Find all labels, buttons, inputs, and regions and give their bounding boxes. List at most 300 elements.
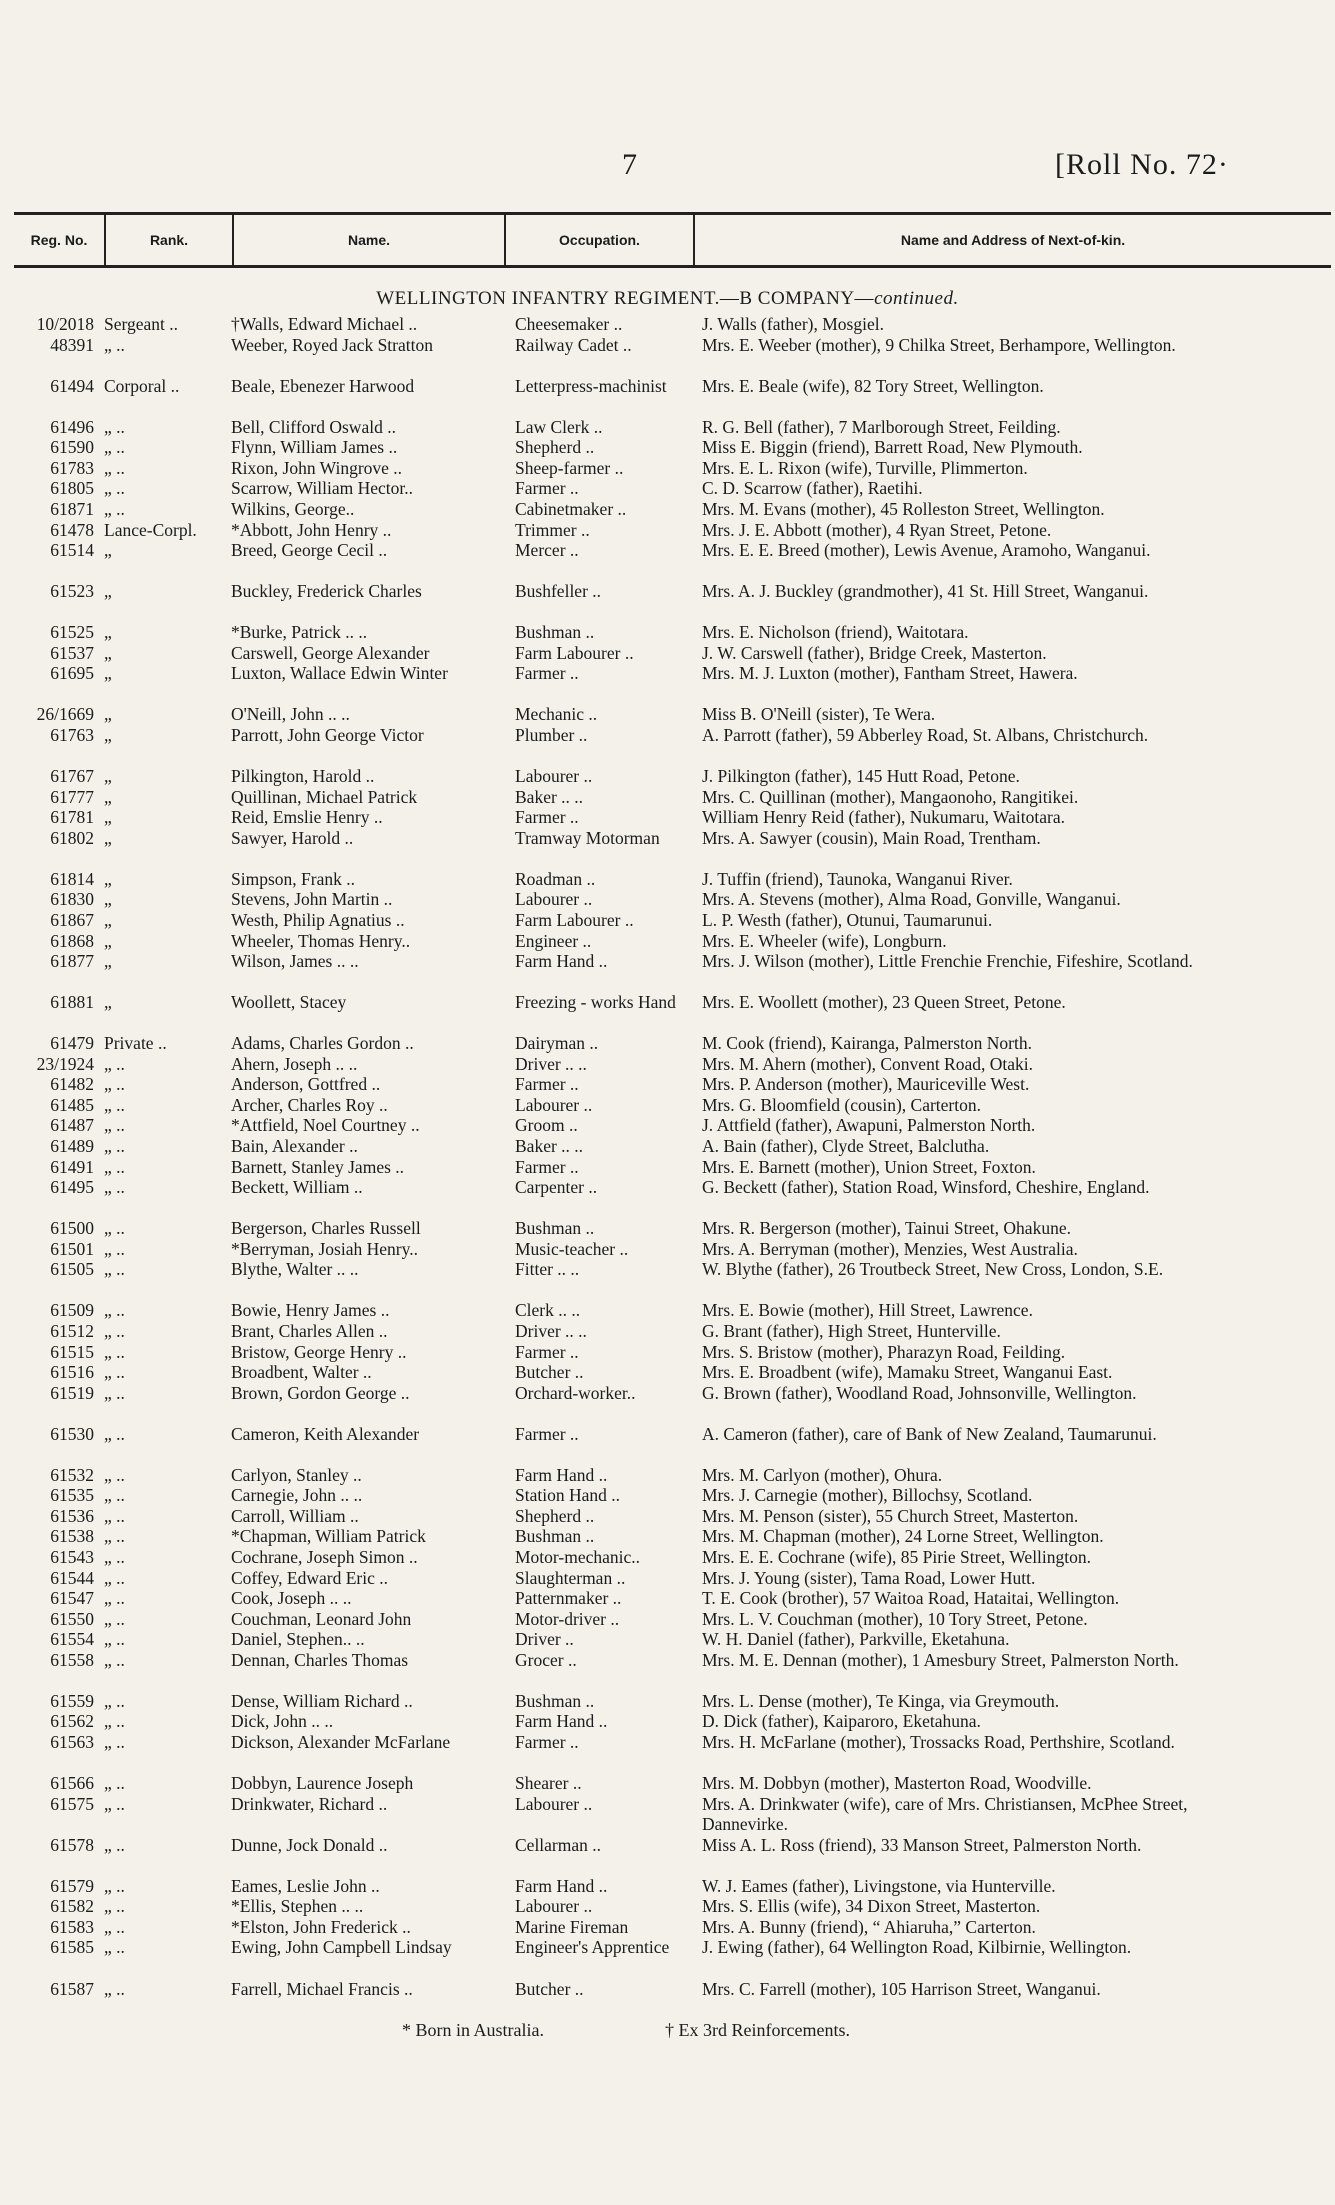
cell-rank: „ — [104, 622, 112, 643]
cell-name: *Ellis, Stephen .. .. — [231, 1896, 364, 1917]
cell-reg: 48391 — [50, 334, 94, 355]
cell-kin: Miss E. Biggin (friend), Barrett Road, New Plymouth. — [702, 437, 1083, 458]
cell-rank: „ — [104, 992, 112, 1013]
cell-rank: „ — [104, 704, 112, 725]
cell-name: Carroll, William .. — [231, 1505, 359, 1526]
cell-name: Pilkington, Harold .. — [231, 766, 375, 787]
cell-kin: W. J. Eames (father), Livingstone, via Hunterville. — [702, 1875, 1056, 1896]
cell-occ: Labourer .. — [515, 1896, 593, 1917]
cell-name: *Abbott, John Henry .. — [231, 519, 392, 540]
cell-reg: 61781 — [50, 807, 94, 828]
cell-kin: T. E. Cook (brother), 57 Waitoa Road, Hataitai, Wellington. — [702, 1588, 1120, 1609]
cell-reg: 61582 — [50, 1896, 94, 1917]
cell-name: †Walls, Edward Michael .. — [231, 314, 418, 334]
table-row — [0, 1629, 1335, 1650]
cell-name: O'Neill, John .. .. — [231, 704, 350, 725]
cell-name: Broadbent, Walter .. — [231, 1362, 372, 1383]
cell-name: Parrott, John George Victor — [231, 725, 424, 746]
cell-name: *Elston, John Frederick .. — [231, 1916, 411, 1937]
cell-name: Ahern, Joseph .. .. — [231, 1053, 358, 1074]
cell-kin: Mrs. C. Quillinan (mother), Mangaonoho, Rangitikei. — [702, 786, 1079, 807]
cell-name: Scarrow, William Hector.. — [231, 478, 414, 499]
cell-occ: Shepherd .. — [515, 437, 595, 458]
cell-reg: 61583 — [50, 1916, 94, 1937]
cell-reg: 61501 — [50, 1238, 94, 1259]
table-row — [0, 1568, 1335, 1589]
cell-occ: Farmer .. — [515, 1423, 579, 1444]
footnote-born-australia: * Born in Australia. — [402, 2020, 544, 2040]
cell-name: Carswell, George Alexander — [231, 642, 430, 663]
cell-reg: 61538 — [50, 1526, 94, 1547]
cell-occ: Marine Fireman — [515, 1916, 629, 1937]
cell-reg: 61494 — [50, 375, 94, 396]
cell-rank: „ .. — [104, 1793, 125, 1814]
cell-name: Dunne, Jock Donald .. — [231, 1834, 388, 1855]
cell-occ: Groom .. — [515, 1115, 578, 1136]
cell-kin: Mrs. J. Carnegie (mother), Billochsy, Scotland. — [702, 1485, 1033, 1506]
cell-occ: Farmer .. — [515, 807, 579, 828]
cell-kin: A. Bain (father), Clyde Street, Balclutha. — [702, 1136, 990, 1157]
cell-rank: „ .. — [104, 1834, 125, 1855]
cell-occ: Bushman .. — [515, 1690, 595, 1711]
cell-name: Westh, Philip Agnatius .. — [231, 909, 405, 930]
cell-rank: „ .. — [104, 1526, 125, 1547]
cell-kin: M. Cook (friend), Kairanga, Palmerston North. — [702, 1033, 1032, 1054]
cell-rank: „ .. — [104, 1485, 125, 1506]
roll-table — [0, 314, 1335, 1999]
cell-name: Adams, Charles Gordon .. — [231, 1033, 414, 1054]
table-row — [0, 520, 1335, 541]
table-row — [0, 766, 1335, 787]
cell-rank: „ .. — [104, 498, 125, 519]
page-number: 7 — [622, 148, 637, 181]
cell-occ: Music-teacher .. — [515, 1238, 629, 1259]
table-row — [0, 992, 1335, 1033]
cell-rank: „ .. — [104, 1505, 125, 1526]
table-row — [0, 458, 1335, 479]
cell-occ: Patternmaker .. — [515, 1588, 622, 1609]
cell-rank: „ .. — [104, 416, 125, 437]
cell-rank: Private .. — [104, 1033, 167, 1054]
cell-occ: Bushman .. — [515, 1526, 595, 1547]
table-row — [0, 1711, 1335, 1732]
cell-rank: „ .. — [104, 1916, 125, 1937]
cell-reg: 61805 — [50, 478, 94, 499]
cell-kin: Mrs. E. Barnett (mother), Union Street, Foxton. — [702, 1156, 1036, 1177]
cell-reg: 61881 — [50, 992, 94, 1013]
cell-name: Brant, Charles Allen .. — [231, 1320, 388, 1341]
cell-occ: Farmer .. — [515, 1731, 579, 1752]
cell-name: Wilson, James .. .. — [231, 951, 359, 972]
table-row — [0, 910, 1335, 931]
table-row — [0, 1095, 1335, 1116]
cell-rank: „ .. — [104, 478, 125, 499]
table-row — [0, 1794, 1335, 1835]
cell-kin: Mrs. A. J. Buckley (grandmother), 41 St. Hill Street, Wanganui. — [702, 581, 1149, 602]
cell-name: *Burke, Patrick .. .. — [231, 622, 368, 643]
cell-kin: J. Ewing (father), 64 Wellington Road, Kilbirnie, Wellington. — [702, 1937, 1132, 1958]
cell-kin: Mrs. E. E. Cochrane (wife), 85 Pirie Street, Wellington. — [702, 1547, 1092, 1568]
cell-occ: Law Clerk .. — [515, 416, 603, 437]
cell-rank: „ — [104, 766, 112, 787]
cell-rank: „ — [104, 642, 112, 663]
cell-reg: 61877 — [50, 951, 94, 972]
cell-occ: Farmer .. — [515, 663, 579, 684]
cell-name: Cochrane, Joseph Simon .. — [231, 1547, 418, 1568]
cell-reg: 61523 — [50, 581, 94, 602]
cell-kin: Mrs. E. Broadbent (wife), Mamaku Street, Wanganui East. — [702, 1362, 1113, 1383]
table-row — [0, 1773, 1335, 1794]
cell-rank: „ .. — [104, 1382, 125, 1403]
cell-name: Rixon, John Wingrove .. — [231, 457, 403, 478]
cell-name: Dick, John .. .. — [231, 1711, 334, 1732]
cell-reg: 61512 — [50, 1320, 94, 1341]
cell-reg: 61485 — [50, 1094, 94, 1115]
column-header-reg: Reg. No. — [30, 232, 88, 248]
table-row — [0, 622, 1335, 643]
table-row — [0, 499, 1335, 520]
cell-name: Bell, Clifford Oswald .. — [231, 416, 396, 437]
cell-kin: W. H. Daniel (father), Parkville, Eketahuna. — [702, 1629, 1010, 1650]
table-row — [0, 1259, 1335, 1300]
cell-name: Beale, Ebenezer Harwood — [231, 375, 415, 396]
cell-occ: Farmer .. — [515, 1156, 579, 1177]
cell-reg: 10/2018 — [36, 314, 94, 334]
cell-occ: Butcher .. — [515, 1978, 584, 1999]
table-row — [0, 1054, 1335, 1075]
table-row — [0, 1115, 1335, 1136]
cell-name: *Attfield, Noel Courtney .. — [231, 1115, 420, 1136]
cell-reg: 23/1924 — [36, 1053, 94, 1074]
cell-kin: Miss A. L. Ross (friend), 33 Manson Street, Palmerston North. — [702, 1834, 1142, 1855]
cell-rank: Lance-Corpl. — [104, 519, 197, 540]
cell-reg: 61830 — [50, 889, 94, 910]
cell-rank: „ .. — [104, 1300, 125, 1321]
cell-occ: Motor-mechanic.. — [515, 1547, 641, 1568]
cell-kin: G. Brant (father), High Street, Hunterville. — [702, 1320, 1001, 1341]
cell-reg: 61509 — [50, 1300, 94, 1321]
cell-rank: „ .. — [104, 1937, 125, 1958]
table-row — [0, 787, 1335, 808]
cell-kin: Mrs. M. E. Dennan (mother), 1 Amesbury Street, Palmerston North. — [702, 1649, 1179, 1670]
cell-occ: Clerk .. .. — [515, 1300, 581, 1321]
cell-occ: Sheep-farmer .. — [515, 457, 624, 478]
table-row — [0, 437, 1335, 458]
cell-occ: Letterpress-machinist — [515, 375, 667, 396]
cell-rank: „ — [104, 540, 112, 561]
column-header-name: Name. — [347, 232, 391, 248]
table-row — [0, 335, 1335, 376]
cell-rank: „ — [104, 909, 112, 930]
cell-kin: Mrs. E. Woollett (mother), 23 Queen Street, Petone. — [702, 992, 1066, 1013]
cell-reg: 61550 — [50, 1608, 94, 1629]
cell-name: Buckley, Frederick Charles — [231, 581, 422, 602]
cell-rank: „ .. — [104, 1362, 125, 1383]
cell-kin: W. Blythe (father), 26 Troutbeck Street, New Cross, London, S.E. — [702, 1259, 1164, 1280]
cell-rank: „ .. — [104, 1218, 125, 1239]
cell-reg: 61491 — [50, 1156, 94, 1177]
cell-kin: Mrs. M. Carlyon (mother), Ohura. — [702, 1464, 943, 1485]
cell-reg: 61587 — [50, 1978, 94, 1999]
cell-occ: Cabinetmaker .. — [515, 498, 627, 519]
cell-occ: Trimmer .. — [515, 519, 590, 540]
cell-name: Barnett, Stanley James .. — [231, 1156, 405, 1177]
cell-occ: Mercer .. — [515, 540, 579, 561]
cell-name: Bain, Alexander .. — [231, 1136, 358, 1157]
cell-kin: Miss B. O'Neill (sister), Te Wera. — [702, 704, 936, 725]
cell-rank: „ .. — [104, 1341, 125, 1362]
cell-occ: Bushfeller .. — [515, 581, 602, 602]
table-row — [0, 1876, 1335, 1897]
cell-kin: Mrs. R. Bergerson (mother), Tainui Street, Ohakune. — [702, 1218, 1071, 1239]
cell-occ: Slaughterman .. — [515, 1567, 626, 1588]
cell-kin: Mrs. J. E. Abbott (mother), 4 Ryan Street, Petone. — [702, 519, 1052, 540]
cell-occ: Plumber .. — [515, 725, 588, 746]
cell-name: Brown, Gordon George .. — [231, 1382, 410, 1403]
cell-reg: 61536 — [50, 1505, 94, 1526]
cell-name: Carlyon, Stanley .. — [231, 1464, 362, 1485]
table-row — [0, 1383, 1335, 1424]
table-row — [0, 1362, 1335, 1383]
cell-reg: 61554 — [50, 1629, 94, 1650]
cell-reg: 61558 — [50, 1649, 94, 1670]
cell-kin: D. Dick (father), Kaiparoro, Eketahuna. — [702, 1711, 981, 1732]
table-row — [0, 725, 1335, 766]
cell-rank: „ .. — [104, 1547, 125, 1568]
cell-rank: „ .. — [104, 1115, 125, 1136]
cell-reg: 61566 — [50, 1773, 94, 1794]
cell-occ: Station Hand .. — [515, 1485, 620, 1506]
table-row — [0, 1177, 1335, 1218]
cell-kin: Mrs. M. Dobbyn (mother), Masterton Road, Woodville. — [702, 1773, 1092, 1794]
cell-kin: Mrs. J. Wilson (mother), Little Frenchie Frenchie, Fifeshire, Scotland. — [702, 951, 1193, 972]
section-title-text: WELLINGTON INFANTRY REGIMENT.—B COMPANY— — [376, 288, 875, 309]
cell-rank: „ — [104, 786, 112, 807]
cell-kin: Mrs. P. Anderson (mother), Mauriceville West. — [702, 1074, 1030, 1095]
table-row — [0, 869, 1335, 890]
cell-kin: Mrs. C. Farrell (mother), 105 Harrison Street, Wanganui. — [702, 1978, 1101, 1999]
cell-rank: „ .. — [104, 1978, 125, 1999]
cell-name: Bristow, George Henry .. — [231, 1341, 407, 1362]
cell-occ: Farm Labourer .. — [515, 642, 634, 663]
table-row — [0, 1609, 1335, 1630]
cell-kin: Mrs. E. E. Breed (mother), Lewis Avenue, Aramoho, Wanganui. — [702, 540, 1151, 561]
cell-occ: Shearer .. — [515, 1773, 582, 1794]
table-row — [0, 417, 1335, 438]
cell-occ: Engineer .. — [515, 930, 592, 951]
cell-occ: Roadman .. — [515, 868, 596, 889]
table-row — [0, 1506, 1335, 1527]
cell-occ: Engineer's Apprentice — [515, 1937, 670, 1958]
cell-reg: 61487 — [50, 1115, 94, 1136]
table-row — [0, 1979, 1335, 2000]
cell-name: Archer, Charles Roy .. — [231, 1094, 388, 1115]
cell-name: Dense, William Richard .. — [231, 1690, 413, 1711]
cell-occ: Farm Hand .. — [515, 951, 608, 972]
table-row — [0, 1074, 1335, 1095]
cell-name: Quillinan, Michael Patrick — [231, 786, 418, 807]
cell-name: Couchman, Leonard John — [231, 1608, 412, 1629]
cell-kin: Mrs. A. Bunny (friend), “ Ahiaruha,” Carterton. — [702, 1916, 1036, 1937]
table-row — [0, 1300, 1335, 1321]
table-row — [0, 1896, 1335, 1917]
cell-kin: J. Pilkington (father), 145 Hutt Road, Petone. — [702, 766, 1020, 787]
cell-occ: Driver .. .. — [515, 1053, 587, 1074]
cell-occ: Labourer .. — [515, 1094, 593, 1115]
table-row — [0, 1465, 1335, 1486]
cell-name: Eames, Leslie John .. — [231, 1875, 380, 1896]
cell-reg: 61500 — [50, 1218, 94, 1239]
cell-reg: 61514 — [50, 540, 94, 561]
cell-kin: Mrs. E. Wheeler (wife), Longburn. — [702, 930, 947, 951]
cell-name: Wheeler, Thomas Henry.. — [231, 930, 411, 951]
cell-rank: „ .. — [104, 1156, 125, 1177]
cell-reg: 61575 — [50, 1793, 94, 1814]
cell-occ: Bushman .. — [515, 622, 595, 643]
cell-occ: Tramway Motorman — [515, 827, 660, 848]
cell-reg: 61535 — [50, 1485, 94, 1506]
cell-kin: Mrs. M. Chapman (mother), 24 Lorne Street, Wellington. — [702, 1526, 1104, 1547]
cell-reg: 61563 — [50, 1731, 94, 1752]
cell-occ: Farm Labourer .. — [515, 909, 634, 930]
cell-reg: 61868 — [50, 930, 94, 951]
cell-rank: „ .. — [104, 1629, 125, 1650]
cell-name: Dickson, Alexander McFarlane — [231, 1731, 451, 1752]
table-row — [0, 1239, 1335, 1260]
cell-name: Dennan, Charles Thomas — [231, 1649, 409, 1670]
cell-occ: Driver .. .. — [515, 1320, 587, 1341]
cell-rank: „ .. — [104, 1608, 125, 1629]
cell-name: Flynn, William James .. — [231, 437, 398, 458]
column-header-rank: Rank. — [149, 232, 189, 248]
table-row — [0, 1917, 1335, 1938]
cell-reg: 61547 — [50, 1588, 94, 1609]
cell-rank: „ .. — [104, 334, 125, 355]
cell-reg: 61814 — [50, 868, 94, 889]
table-row — [0, 828, 1335, 869]
cell-kin: Mrs. A. Berryman (mother), Menzies, West Australia. — [702, 1238, 1078, 1259]
cell-name: Stevens, John Martin .. — [231, 889, 393, 910]
cell-kin: Mrs. S. Ellis (wife), 34 Dixon Street, Masterton. — [702, 1896, 1041, 1917]
table-row — [0, 663, 1335, 704]
table-row — [0, 478, 1335, 499]
cell-kin: J. Walls (father), Mosgiel. — [702, 314, 884, 334]
section-title — [0, 288, 1335, 310]
cell-name: Simpson, Frank .. — [231, 868, 355, 889]
cell-occ: Carpenter .. — [515, 1177, 598, 1198]
cell-name: Coffey, Edward Eric .. — [231, 1567, 388, 1588]
cell-kin: Mrs. H. McFarlane (mother), Trossacks Road, Perthshire, Scotland. — [702, 1731, 1175, 1752]
table-row — [0, 1691, 1335, 1712]
cell-name: Anderson, Gottfred .. — [231, 1074, 381, 1095]
cell-name: Wilkins, George.. — [231, 498, 355, 519]
cell-name: Bowie, Henry James .. — [231, 1300, 390, 1321]
table-row — [0, 1136, 1335, 1157]
cell-rank: „ .. — [104, 1136, 125, 1157]
table-row — [0, 1157, 1335, 1178]
cell-occ: Farmer .. — [515, 1074, 579, 1095]
cell-reg: 61489 — [50, 1136, 94, 1157]
cell-rank: „ .. — [104, 1731, 125, 1752]
cell-name: Sawyer, Harold .. — [231, 827, 354, 848]
table-row — [0, 1526, 1335, 1547]
cell-occ: Farm Hand .. — [515, 1711, 608, 1732]
cell-rank: „ — [104, 951, 112, 972]
cell-kin: Mrs. E. Beale (wife), 82 Tory Street, Wellington. — [702, 375, 1044, 396]
cell-occ: Freezing - works Hand — [515, 992, 676, 1013]
cell-kin: Mrs. A. Sawyer (cousin), Main Road, Trentham. — [702, 827, 1041, 848]
cell-rank: „ — [104, 581, 112, 602]
cell-name: Blythe, Walter .. .. — [231, 1259, 359, 1280]
cell-rank: „ .. — [104, 1423, 125, 1444]
cell-kin: Mrs. E. Weeber (mother), 9 Chilka Street, Berhampore, Wellington. — [702, 334, 1176, 355]
cell-rank: „ .. — [104, 1773, 125, 1794]
cell-rank: „ .. — [104, 1259, 125, 1280]
cell-name: Bergerson, Charles Russell — [231, 1218, 421, 1239]
cell-occ: Railway Cadet .. — [515, 334, 632, 355]
cell-occ: Cheesemaker .. — [515, 314, 623, 334]
table-row — [0, 1321, 1335, 1342]
cell-kin: J. Tuffin (friend), Taunoka, Wanganui River. — [702, 868, 1013, 889]
cell-reg: 61505 — [50, 1259, 94, 1280]
cell-name: Cook, Joseph .. .. — [231, 1588, 352, 1609]
cell-occ: Butcher .. — [515, 1362, 584, 1383]
cell-occ: Mechanic .. — [515, 704, 598, 725]
table-row — [0, 1218, 1335, 1239]
cell-kin: Mrs. M. J. Luxton (mother), Fantham Street, Hawera. — [702, 663, 1078, 684]
cell-occ: Grocer .. — [515, 1649, 577, 1670]
cell-rank: „ .. — [104, 1094, 125, 1115]
cell-reg: 61767 — [50, 766, 94, 787]
cell-reg: 61763 — [50, 725, 94, 746]
cell-name: Daniel, Stephen.. .. — [231, 1629, 365, 1650]
cell-reg: 61530 — [50, 1423, 94, 1444]
cell-rank: „ .. — [104, 437, 125, 458]
cell-reg: 61543 — [50, 1547, 94, 1568]
table-row — [0, 931, 1335, 952]
cell-rank: „ .. — [104, 1074, 125, 1095]
cell-kin: G. Brown (father), Woodland Road, Johnsonville, Wellington. — [702, 1382, 1137, 1403]
cell-reg: 61537 — [50, 642, 94, 663]
cell-occ: Labourer .. — [515, 766, 593, 787]
cell-reg: 61695 — [50, 663, 94, 684]
cell-rank: „ — [104, 807, 112, 828]
cell-kin: Mrs. M. Ahern (mother), Convent Road, Otaki. — [702, 1053, 1033, 1074]
cell-occ: Labourer .. — [515, 889, 593, 910]
cell-name: Farrell, Michael Francis .. — [231, 1978, 413, 1999]
cell-rank: „ .. — [104, 1711, 125, 1732]
cell-reg: 61515 — [50, 1341, 94, 1362]
cell-reg: 61495 — [50, 1177, 94, 1198]
table-row — [0, 704, 1335, 725]
cell-name: Woollett, Stacey — [231, 992, 347, 1013]
cell-rank: „ .. — [104, 1464, 125, 1485]
cell-reg: 61777 — [50, 786, 94, 807]
cell-occ: Driver .. — [515, 1629, 574, 1650]
cell-reg: 61579 — [50, 1875, 94, 1896]
cell-rank: „ — [104, 725, 112, 746]
cell-rank: „ — [104, 889, 112, 910]
cell-kin: G. Beckett (father), Station Road, Winsford, Cheshire, England. — [702, 1177, 1150, 1198]
cell-rank: „ .. — [104, 1177, 125, 1198]
cell-name: *Berryman, Josiah Henry.. — [231, 1238, 418, 1259]
cell-occ: Farmer .. — [515, 1341, 579, 1362]
cell-reg: 61544 — [50, 1567, 94, 1588]
cell-reg: 61585 — [50, 1937, 94, 1958]
table-row — [0, 1937, 1335, 1978]
table-row — [0, 1650, 1335, 1691]
cell-rank: „ — [104, 868, 112, 889]
